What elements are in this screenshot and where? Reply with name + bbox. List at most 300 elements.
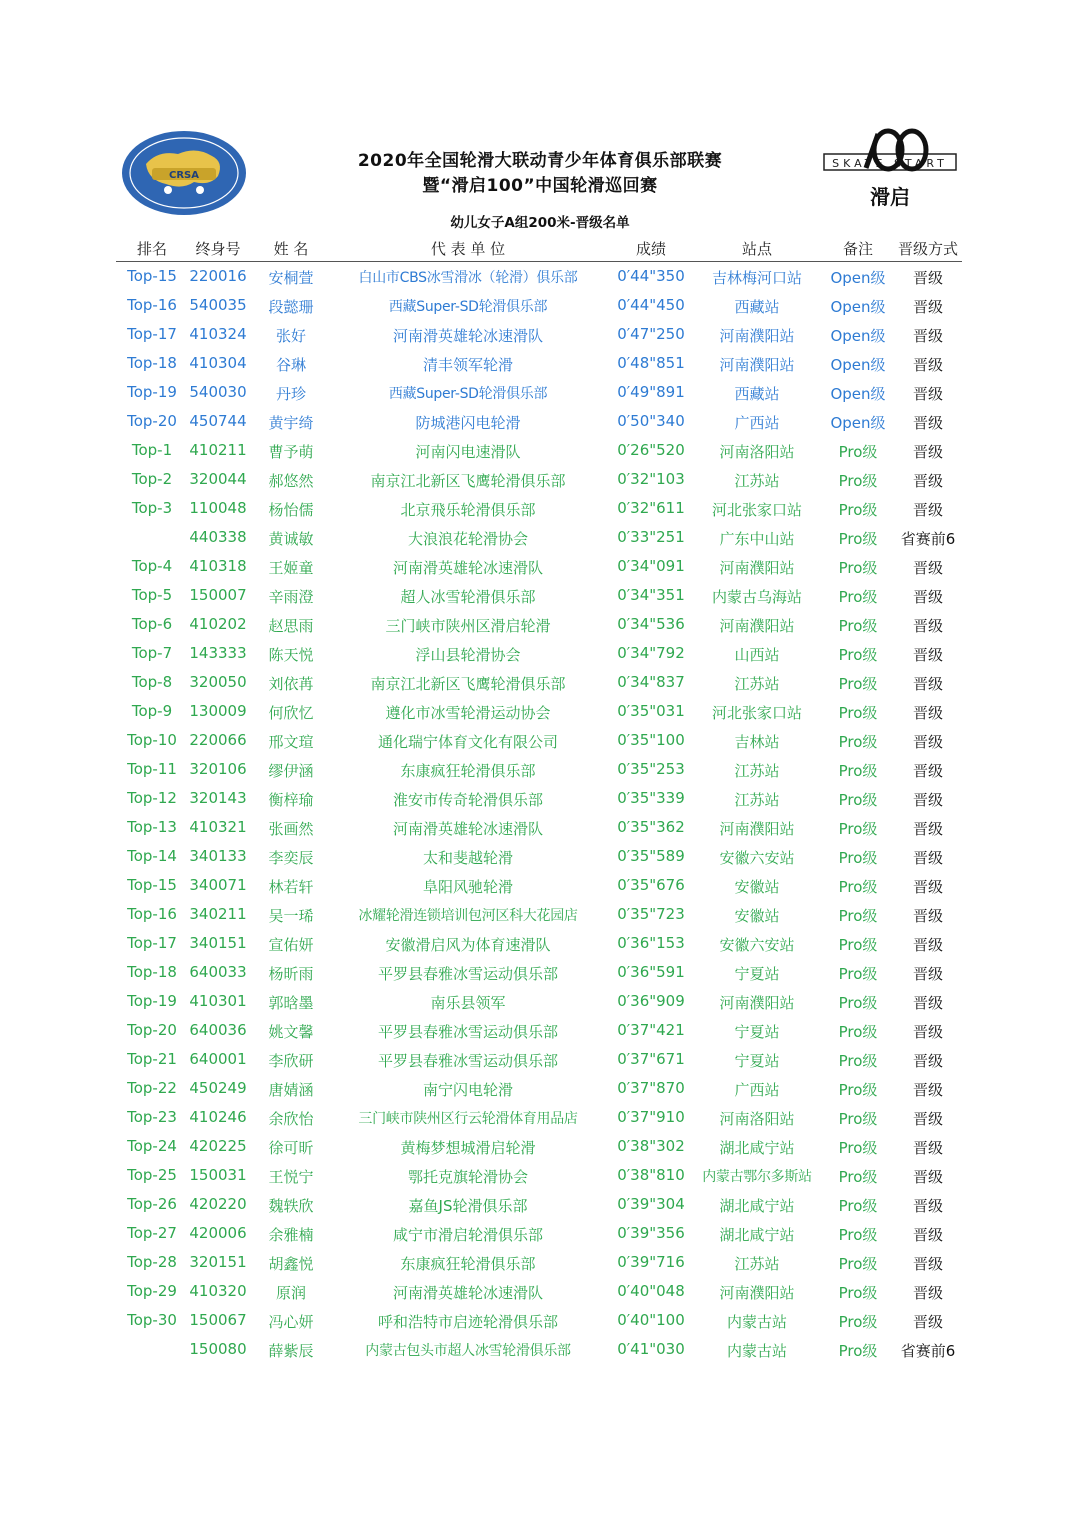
id-cell: 110048 xyxy=(189,499,247,517)
unit-cell: 阜阳风驰轮滑 xyxy=(422,878,513,896)
unit-cell: 东康疯狂轮滑俱乐部 xyxy=(400,1255,536,1273)
name-cell: 安桐萱 xyxy=(268,269,314,287)
time-cell: 0′38"302 xyxy=(617,1137,685,1155)
rank-cell: Top-20 xyxy=(127,1021,177,1039)
station-cell: 河南濮阳站 xyxy=(719,1284,795,1302)
station-cell: 江苏站 xyxy=(734,472,780,490)
station-cell: 江苏站 xyxy=(734,791,780,809)
rank-cell: Top-29 xyxy=(127,1282,177,1300)
name-cell: 段懿珊 xyxy=(268,298,314,316)
level-cell: Pro级 xyxy=(838,1168,878,1186)
id-cell: 450744 xyxy=(189,412,247,430)
advance-cell: 晋级 xyxy=(912,907,943,925)
unit-cell: 呼和浩特市启迹轮滑俱乐部 xyxy=(377,1313,558,1331)
station-cell: 广西站 xyxy=(734,414,780,432)
table-row xyxy=(0,1277,1080,1306)
name-cell: 郭晗墨 xyxy=(268,994,314,1012)
station-cell: 河北张家口站 xyxy=(711,501,802,519)
association-logo xyxy=(118,128,250,218)
id-cell: 150031 xyxy=(189,1166,247,1184)
unit-cell: 大浪浪花轮滑协会 xyxy=(407,530,528,548)
station-cell: 西藏站 xyxy=(734,385,780,403)
level-cell: Pro级 xyxy=(838,878,878,896)
rank-cell: Top-16 xyxy=(127,296,177,314)
id-cell: 220066 xyxy=(189,731,247,749)
time-cell: 0′34"792 xyxy=(617,644,685,662)
time-cell: 0′35"253 xyxy=(617,760,685,778)
rank-cell: Top-26 xyxy=(127,1195,177,1213)
station-cell: 江苏站 xyxy=(734,1255,780,1273)
unit-cell: 咸宁市滑启轮滑俱乐部 xyxy=(392,1226,543,1244)
table-row xyxy=(0,871,1080,900)
station-cell: 河南濮阳站 xyxy=(719,356,795,374)
time-cell: 0′35"100 xyxy=(617,731,685,749)
table-row xyxy=(0,929,1080,958)
id-cell: 340151 xyxy=(189,934,247,952)
unit-cell: 西藏Super-SD轮滑俱乐部 xyxy=(388,386,548,402)
unit-cell: 内蒙古包头市超人冰雪轮滑俱乐部 xyxy=(365,1343,571,1359)
advance-cell: 省赛前6 xyxy=(900,530,956,548)
station-cell: 河南濮阳站 xyxy=(719,820,795,838)
time-cell: 0′34"091 xyxy=(617,557,685,575)
level-cell: Pro级 xyxy=(838,675,878,693)
advance-cell: 晋级 xyxy=(912,936,943,954)
time-cell: 0′50"340 xyxy=(617,412,685,430)
station-cell: 湖北咸宁站 xyxy=(719,1139,795,1157)
unit-cell: 平罗县春雅冰雪运动俱乐部 xyxy=(377,965,558,983)
rank-cell: Top-20 xyxy=(127,412,177,430)
unit-cell: 河南滑英雄轮冰速滑队 xyxy=(392,1284,543,1302)
unit-cell: 南京江北新区飞鹰轮滑俱乐部 xyxy=(370,472,566,490)
time-cell: 0′35"362 xyxy=(617,818,685,836)
time-cell: 0′44"450 xyxy=(617,296,685,314)
station-cell: 河南濮阳站 xyxy=(719,559,795,577)
rank-cell: Top-4 xyxy=(131,557,173,575)
time-cell: 0′26"520 xyxy=(617,441,685,459)
id-cell: 420006 xyxy=(189,1224,247,1242)
rank-cell: Top-22 xyxy=(127,1079,177,1097)
station-cell: 广东中山站 xyxy=(719,530,795,548)
unit-cell: 浮山县轮滑协会 xyxy=(415,646,521,664)
id-cell: 410304 xyxy=(189,354,247,372)
level-cell: Pro级 xyxy=(838,617,878,635)
id-cell: 540030 xyxy=(189,383,247,401)
level-cell: Pro级 xyxy=(838,1110,878,1128)
advance-cell: 晋级 xyxy=(912,762,943,780)
unit-cell: 淮安市传奇轮滑俱乐部 xyxy=(392,791,543,809)
id-cell: 410321 xyxy=(189,818,247,836)
time-cell: 0′35"031 xyxy=(617,702,685,720)
advance-cell: 晋级 xyxy=(912,269,943,287)
rank-cell: Top-15 xyxy=(127,267,177,285)
col-time: 成绩 xyxy=(635,240,666,258)
level-cell: Pro级 xyxy=(838,1342,878,1360)
level-cell: Open级 xyxy=(830,385,886,403)
name-cell: 张画然 xyxy=(268,820,314,838)
unit-cell: 超人冰雪轮滑俱乐部 xyxy=(400,588,536,606)
table-row xyxy=(0,842,1080,871)
station-cell: 河南濮阳站 xyxy=(719,617,795,635)
advance-cell: 晋级 xyxy=(912,327,943,345)
id-cell: 410318 xyxy=(189,557,247,575)
col-rank: 排名 xyxy=(136,240,167,258)
advance-cell: 晋级 xyxy=(912,385,943,403)
level-cell: Pro级 xyxy=(838,646,878,664)
unit-cell: 冰耀轮滑连锁培训包河区科大花园店 xyxy=(358,908,578,924)
id-cell: 410211 xyxy=(189,441,247,459)
table-row xyxy=(0,1219,1080,1248)
unit-cell: 南京江北新区飞鹰轮滑俱乐部 xyxy=(370,675,566,693)
rank-cell: Top-8 xyxy=(131,673,173,691)
level-cell: Pro级 xyxy=(838,1255,878,1273)
level-cell: Pro级 xyxy=(838,907,878,925)
table-row xyxy=(0,1016,1080,1045)
station-cell: 湖北咸宁站 xyxy=(719,1226,795,1244)
table-row xyxy=(0,407,1080,436)
advance-cell: 晋级 xyxy=(912,617,943,635)
name-cell: 魏轶欣 xyxy=(268,1197,314,1215)
name-cell: 原润 xyxy=(275,1284,306,1302)
time-cell: 0′35"723 xyxy=(617,905,685,923)
level-cell: Pro级 xyxy=(838,762,878,780)
rank-cell: Top-28 xyxy=(127,1253,177,1271)
advance-cell: 晋级 xyxy=(912,820,943,838)
time-cell: 0′34"536 xyxy=(617,615,685,633)
id-cell: 440338 xyxy=(189,528,247,546)
id-cell: 450249 xyxy=(189,1079,247,1097)
rank-cell: Top-25 xyxy=(127,1166,177,1184)
time-cell: 0′32"103 xyxy=(617,470,685,488)
time-cell: 0′47"250 xyxy=(617,325,685,343)
time-cell: 0′40"048 xyxy=(617,1282,685,1300)
unit-cell: 通化瑞宁体育文化有限公司 xyxy=(377,733,558,751)
station-cell: 山西站 xyxy=(734,646,780,664)
table-row xyxy=(0,784,1080,813)
station-cell: 安徽六安站 xyxy=(719,849,795,867)
unit-cell: 北京飛乐轮滑俱乐部 xyxy=(400,501,536,519)
level-cell: Open级 xyxy=(830,414,886,432)
advance-cell: 晋级 xyxy=(912,733,943,751)
id-cell: 420225 xyxy=(189,1137,247,1155)
advance-cell: 晋级 xyxy=(912,1139,943,1157)
table-row xyxy=(0,987,1080,1016)
table-row xyxy=(0,320,1080,349)
time-cell: 0′39"716 xyxy=(617,1253,685,1271)
level-cell: Pro级 xyxy=(838,936,878,954)
advance-cell: 晋级 xyxy=(912,1255,943,1273)
station-cell: 河南洛阳站 xyxy=(719,443,795,461)
rank-cell: Top-2 xyxy=(131,470,173,488)
table-row xyxy=(0,291,1080,320)
name-cell: 李奕辰 xyxy=(268,849,314,867)
time-cell: 0′35"339 xyxy=(617,789,685,807)
rank-cell: Top-27 xyxy=(127,1224,177,1242)
advance-cell: 晋级 xyxy=(912,675,943,693)
id-cell: 340211 xyxy=(189,905,247,923)
name-cell: 杨怡儒 xyxy=(268,501,314,519)
rank-cell: Top-6 xyxy=(131,615,173,633)
table-row xyxy=(0,958,1080,987)
id-cell: 130009 xyxy=(189,702,247,720)
unit-cell: 平罗县春雅冰雪运动俱乐部 xyxy=(377,1052,558,1070)
table-row xyxy=(0,1132,1080,1161)
time-cell: 0′35"589 xyxy=(617,847,685,865)
advance-cell: 晋级 xyxy=(912,878,943,896)
name-cell: 薛紫辰 xyxy=(268,1342,314,1360)
rank-cell: Top-5 xyxy=(131,586,173,604)
station-cell: 广西站 xyxy=(734,1081,780,1099)
table-row xyxy=(0,581,1080,610)
col-name: 姓 名 xyxy=(273,240,309,258)
rank-cell: Top-17 xyxy=(127,325,177,343)
level-cell: Pro级 xyxy=(838,1052,878,1070)
id-cell: 150067 xyxy=(189,1311,247,1329)
level-cell: Pro级 xyxy=(838,1139,878,1157)
id-cell: 540035 xyxy=(189,296,247,314)
station-cell: 河北张家口站 xyxy=(711,704,802,722)
id-cell: 320143 xyxy=(189,789,247,807)
id-cell: 640033 xyxy=(189,963,247,981)
name-cell: 张好 xyxy=(275,327,306,345)
advance-cell: 晋级 xyxy=(912,646,943,664)
unit-cell: 南宁闪电轮滑 xyxy=(422,1081,513,1099)
time-cell: 0′33"251 xyxy=(617,528,685,546)
table-row xyxy=(0,755,1080,784)
col-advance: 晋级方式 xyxy=(897,240,958,258)
time-cell: 0′39"304 xyxy=(617,1195,685,1213)
advance-cell: 晋级 xyxy=(912,414,943,432)
level-cell: Pro级 xyxy=(838,1284,878,1302)
name-cell: 王姬童 xyxy=(268,559,314,577)
advance-cell: 晋级 xyxy=(912,1226,943,1244)
time-cell: 0′32"611 xyxy=(617,499,685,517)
id-cell: 410320 xyxy=(189,1282,247,1300)
advance-cell: 晋级 xyxy=(912,849,943,867)
level-cell: Pro级 xyxy=(838,791,878,809)
station-cell: 吉林梅河口站 xyxy=(711,269,802,287)
advance-cell: 晋级 xyxy=(912,559,943,577)
id-cell: 410324 xyxy=(189,325,247,343)
name-cell: 余雅楠 xyxy=(268,1226,314,1244)
name-cell: 赵思雨 xyxy=(268,617,314,635)
name-cell: 唐婧涵 xyxy=(268,1081,314,1099)
advance-cell: 晋级 xyxy=(912,994,943,1012)
level-cell: Pro级 xyxy=(838,965,878,983)
advance-cell: 晋级 xyxy=(912,791,943,809)
time-cell: 0′35"676 xyxy=(617,876,685,894)
table-row xyxy=(0,1074,1080,1103)
name-cell: 辛雨澄 xyxy=(268,588,314,606)
level-cell: Pro级 xyxy=(838,530,878,548)
col-unit: 代 表 单 位 xyxy=(430,240,506,258)
unit-cell: 遵化市冰雪轮滑运动协会 xyxy=(385,704,551,722)
rank-cell: Top-23 xyxy=(127,1108,177,1126)
advance-cell: 晋级 xyxy=(912,356,943,374)
page-title: 2020年全国轮滑大联动青少年体育俱乐部联赛 xyxy=(357,151,723,171)
level-cell: Open级 xyxy=(830,298,886,316)
station-cell: 吉林站 xyxy=(734,733,780,751)
id-cell: 410246 xyxy=(189,1108,247,1126)
table-row xyxy=(0,494,1080,523)
table-row xyxy=(0,262,1080,291)
level-cell: Pro级 xyxy=(838,1226,878,1244)
rank-cell: Top-19 xyxy=(127,383,177,401)
name-cell: 黄诚敏 xyxy=(268,530,314,548)
level-cell: Pro级 xyxy=(838,849,878,867)
unit-cell: 河南滑英雄轮冰速滑队 xyxy=(392,559,543,577)
table-row xyxy=(0,523,1080,552)
station-cell: 内蒙古站 xyxy=(726,1313,787,1331)
name-cell: 衡梓瑜 xyxy=(268,791,314,809)
time-cell: 0′39"356 xyxy=(617,1224,685,1242)
table-row xyxy=(0,552,1080,581)
name-cell: 李欣研 xyxy=(268,1052,314,1070)
unit-cell: 黄梅梦想城滑启轮滑 xyxy=(400,1139,536,1157)
unit-cell: 白山市CBS冰雪滑冰（轮滑）俱乐部 xyxy=(358,270,578,286)
level-cell: Pro级 xyxy=(838,1313,878,1331)
level-cell: Pro级 xyxy=(838,1023,878,1041)
station-cell: 河南洛阳站 xyxy=(719,1110,795,1128)
name-cell: 杨昕雨 xyxy=(268,965,314,983)
time-cell: 0′36"909 xyxy=(617,992,685,1010)
unit-cell: 鄂托克旗轮滑协会 xyxy=(407,1168,528,1186)
advance-cell: 晋级 xyxy=(912,1313,943,1331)
level-cell: Open级 xyxy=(830,327,886,345)
advance-cell: 晋级 xyxy=(912,443,943,461)
unit-cell: 南乐县领军 xyxy=(430,994,506,1012)
id-cell: 640001 xyxy=(189,1050,247,1068)
unit-cell: 东康疯狂轮滑俱乐部 xyxy=(400,762,536,780)
level-cell: Open级 xyxy=(830,356,886,374)
table-row xyxy=(0,1190,1080,1219)
table-row xyxy=(0,436,1080,465)
table-row xyxy=(0,900,1080,929)
level-cell: Pro级 xyxy=(838,704,878,722)
station-cell: 湖北咸宁站 xyxy=(719,1197,795,1215)
table-row xyxy=(0,1306,1080,1335)
advance-cell: 晋级 xyxy=(912,501,943,519)
advance-cell: 晋级 xyxy=(912,965,943,983)
id-cell: 340133 xyxy=(189,847,247,865)
table-row xyxy=(0,1248,1080,1277)
name-cell: 吴一琋 xyxy=(268,907,314,925)
name-cell: 谷琳 xyxy=(275,356,306,374)
station-cell: 西藏站 xyxy=(734,298,780,316)
advance-cell: 晋级 xyxy=(912,1052,943,1070)
station-cell: 宁夏站 xyxy=(734,1052,780,1070)
name-cell: 林若轩 xyxy=(268,878,314,896)
station-cell: 安徽站 xyxy=(734,878,780,896)
rank-cell: Top-16 xyxy=(127,905,177,923)
id-cell: 150007 xyxy=(189,586,247,604)
table-row xyxy=(0,1335,1080,1364)
rank-cell: Top-17 xyxy=(127,934,177,952)
table-row xyxy=(0,639,1080,668)
time-cell: 0′49"891 xyxy=(617,383,685,401)
unit-cell: 清丰领军轮滑 xyxy=(422,356,513,374)
name-cell: 宣佑妍 xyxy=(268,936,314,954)
rank-cell: Top-21 xyxy=(127,1050,177,1068)
advance-cell: 晋级 xyxy=(912,1023,943,1041)
rank-cell: Top-18 xyxy=(127,354,177,372)
station-cell: 宁夏站 xyxy=(734,965,780,983)
name-cell: 缪伊涵 xyxy=(268,762,314,780)
page-title-line2: 暨“滑启100”中国轮滑巡回赛 xyxy=(422,176,658,196)
table-row xyxy=(0,349,1080,378)
station-cell: 内蒙古站 xyxy=(726,1342,787,1360)
table-row xyxy=(0,1161,1080,1190)
svg-text:SKATE START: SKATE START xyxy=(832,157,948,170)
rank-cell: Top-14 xyxy=(127,847,177,865)
rank-cell: Top-10 xyxy=(127,731,177,749)
name-cell: 刘依苒 xyxy=(268,675,314,693)
rank-cell: Top-3 xyxy=(131,499,173,517)
id-cell: 143333 xyxy=(189,644,247,662)
table-row xyxy=(0,1103,1080,1132)
unit-cell: 嘉鱼JS轮滑俱乐部 xyxy=(408,1197,528,1215)
table-row xyxy=(0,668,1080,697)
id-cell: 410301 xyxy=(189,992,247,1010)
advance-cell: 晋级 xyxy=(912,1284,943,1302)
table-row xyxy=(0,610,1080,639)
name-cell: 徐可昕 xyxy=(268,1139,314,1157)
rank-cell: Top-18 xyxy=(127,963,177,981)
id-cell: 320106 xyxy=(189,760,247,778)
time-cell: 0′40"100 xyxy=(617,1311,685,1329)
advance-cell: 晋级 xyxy=(912,1081,943,1099)
skate-start-logo xyxy=(822,128,958,210)
name-cell: 郝悠然 xyxy=(268,472,314,490)
station-cell: 内蒙古鄂尔多斯站 xyxy=(702,1169,812,1185)
id-cell: 410202 xyxy=(189,615,247,633)
time-cell: 0′37"870 xyxy=(617,1079,685,1097)
advance-cell: 晋级 xyxy=(912,1197,943,1215)
rank-cell: Top-11 xyxy=(127,760,177,778)
table-row xyxy=(0,378,1080,407)
table-row xyxy=(0,1045,1080,1074)
rank-cell: Top-24 xyxy=(127,1137,177,1155)
rank-cell: Top-13 xyxy=(127,818,177,836)
id-cell: 340071 xyxy=(189,876,247,894)
time-cell: 0′34"837 xyxy=(617,673,685,691)
level-cell: Pro级 xyxy=(838,1081,878,1099)
unit-cell: 三门峡市陕州区滑启轮滑 xyxy=(385,617,551,635)
station-cell: 安徽站 xyxy=(734,907,780,925)
advance-cell: 晋级 xyxy=(912,704,943,722)
id-cell: 220016 xyxy=(189,267,247,285)
table-row xyxy=(0,697,1080,726)
rank-cell: Top-12 xyxy=(127,789,177,807)
level-cell: Pro级 xyxy=(838,443,878,461)
name-cell: 胡鑫悦 xyxy=(268,1255,314,1273)
advance-cell: 晋级 xyxy=(912,472,943,490)
station-cell: 内蒙古乌海站 xyxy=(711,588,802,606)
unit-cell: 太和斐越轮滑 xyxy=(422,849,513,867)
unit-cell: 三门峡市陕州区行云轮滑体育用品店 xyxy=(358,1111,578,1127)
time-cell: 0′41"030 xyxy=(617,1340,685,1358)
col-id: 终身号 xyxy=(195,240,241,258)
page-subtitle: 幼儿女子A组200米-晋级名单 xyxy=(450,215,630,231)
time-cell: 0′34"351 xyxy=(617,586,685,604)
table-header xyxy=(0,238,1080,260)
rank-cell: Top-19 xyxy=(127,992,177,1010)
level-cell: Pro级 xyxy=(838,1197,878,1215)
unit-cell: 河南滑英雄轮冰速滑队 xyxy=(392,820,543,838)
rank-cell: Top-7 xyxy=(131,644,173,662)
table-row xyxy=(0,813,1080,842)
unit-cell: 防城港闪电轮滑 xyxy=(415,414,521,432)
time-cell: 0′36"591 xyxy=(617,963,685,981)
